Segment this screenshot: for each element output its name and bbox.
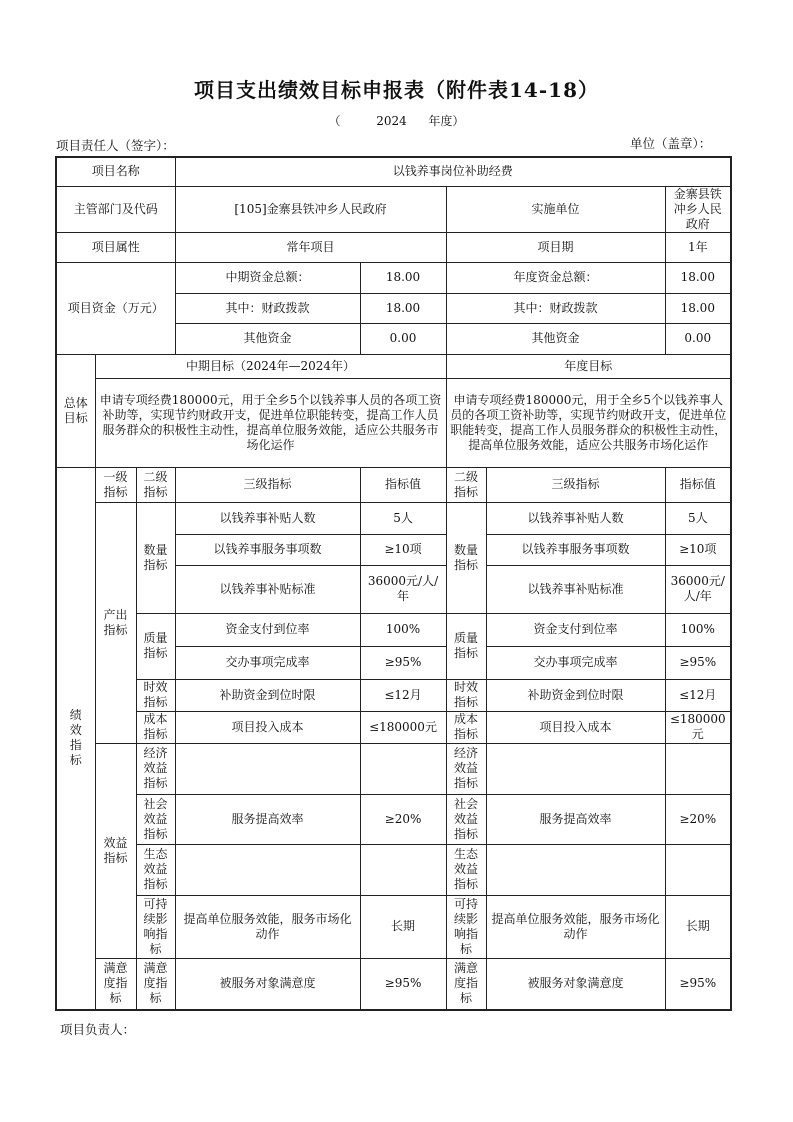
economic-value-mid xyxy=(360,743,446,794)
row2-value-year: ≥10项 xyxy=(665,534,731,565)
economic-label-year: 经济效益指标 xyxy=(446,743,486,794)
year-open: （ xyxy=(328,114,341,128)
header-level1: 一级指标 xyxy=(95,467,136,502)
row2-name-mid: 以钱养事服务事项数 xyxy=(175,534,360,565)
economic-name-mid xyxy=(175,743,360,794)
header-value-mid: 指标值 xyxy=(360,467,446,502)
year-other-value: 0.00 xyxy=(665,323,731,354)
quality-label-year: 质量指标 xyxy=(446,613,486,679)
output-indicator-label: 产出指标 xyxy=(95,502,136,743)
mid-goal-header: 中期目标（2024年—2024年） xyxy=(95,354,446,378)
footer-label: 项目负责人： xyxy=(60,1022,136,1037)
responsible-label: 项目责任人（签字）： xyxy=(56,138,175,153)
row9-value-year: 长期 xyxy=(665,895,731,958)
period-label: 项目期 xyxy=(446,232,665,262)
row2-value-mid: ≥10项 xyxy=(360,534,446,565)
row10-value-year: ≥95% xyxy=(665,958,731,1010)
ecological-value-year xyxy=(665,844,731,895)
header-level3-year: 三级指标 xyxy=(486,467,665,502)
row10-name-year: 被服务对象满意度 xyxy=(486,958,665,1010)
quantity-label-mid: 数量指标 xyxy=(136,502,175,613)
cost-label-mid: 成本指标 xyxy=(136,711,175,743)
attr-label: 项目属性 xyxy=(56,232,175,262)
unit-label: 单位（盖章）： xyxy=(630,136,712,151)
row7-value-mid: ≤180000元 xyxy=(360,711,446,743)
row8-name-year: 服务提高效率 xyxy=(486,794,665,844)
row2-name-year: 以钱养事服务事项数 xyxy=(486,534,665,565)
year-value: 2024 xyxy=(376,114,407,128)
row4-value-mid: 100% xyxy=(360,613,446,646)
economic-label-mid: 经济效益指标 xyxy=(136,743,175,794)
satisfaction-indicator-label: 满意度指标 xyxy=(95,958,136,1010)
timeliness-label-mid: 时效指标 xyxy=(136,679,175,711)
attr-value: 常年项目 xyxy=(175,232,446,262)
row5-value-year: ≥95% xyxy=(665,646,731,679)
ecological-value-mid xyxy=(360,844,446,895)
row3-value-mid: 36000元/人/年 xyxy=(360,565,446,613)
mid-fiscal-value: 18.00 xyxy=(360,293,446,323)
header-value-year: 指标值 xyxy=(665,467,731,502)
header-level2-mid: 二级指标 xyxy=(136,467,175,502)
row1-value-year: 5人 xyxy=(665,502,731,534)
mid-other-label: 其他资金 xyxy=(175,323,360,354)
performance-table xyxy=(55,156,732,1011)
dept-value: [105]金寨县铁冲乡人民政府 xyxy=(175,186,446,232)
row10-value-mid: ≥95% xyxy=(360,958,446,1010)
benefit-indicator-label: 效益指标 xyxy=(95,743,136,958)
sustainable-label-mid: 可持续影响指标 xyxy=(136,895,175,958)
row1-name-year: 以钱养事补贴人数 xyxy=(486,502,665,534)
cost-label-year: 成本指标 xyxy=(446,711,486,743)
row5-name-mid: 交办事项完成率 xyxy=(175,646,360,679)
mid-goal-text: 申请专项经费180000元，用于全乡5个以钱养事人员的各项工资补助等，实现节约财政开支，促进单位职能转变，提高工作人员服务群众的积极性主动性，提高单位服务效能，适应公共服务市场化运作 xyxy=(95,378,446,467)
ecological-label-mid: 生态效益指标 xyxy=(136,844,175,895)
economic-value-year xyxy=(665,743,731,794)
row8-value-year: ≥20% xyxy=(665,794,731,844)
economic-name-year xyxy=(486,743,665,794)
page-title: 项目支出绩效目标申报表（附件表14-18） xyxy=(194,78,599,102)
year-suffix: 年度） xyxy=(428,114,465,128)
mid-fiscal-label: 其中：财政拨款 xyxy=(175,293,360,323)
row9-name-mid: 提高单位服务效能，服务市场化动作 xyxy=(175,895,360,958)
mid-other-value: 0.00 xyxy=(360,323,446,354)
row7-name-mid: 项目投入成本 xyxy=(175,711,360,743)
year-total-value: 18.00 xyxy=(665,262,731,293)
row4-name-mid: 资金支付到位率 xyxy=(175,613,360,646)
funds-label: 项目资金（万元） xyxy=(56,262,175,354)
row10-name-mid: 被服务对象满意度 xyxy=(175,958,360,1010)
quality-label-mid: 质量指标 xyxy=(136,613,175,679)
project-name: 以钱养事岗位补助经费 xyxy=(175,157,731,186)
row6-value-mid: ≤12月 xyxy=(360,679,446,711)
row8-value-mid: ≥20% xyxy=(360,794,446,844)
row5-value-mid: ≥95% xyxy=(360,646,446,679)
year-total-label: 年度资金总额： xyxy=(446,262,665,293)
year-goal-header: 年度目标 xyxy=(446,354,731,378)
overall-goal-label: 总体目标 xyxy=(56,354,95,467)
row4-value-year: 100% xyxy=(665,613,731,646)
indicators-label: 绩效指标 xyxy=(56,467,95,1010)
row7-value-year: ≤180000元 xyxy=(665,711,731,743)
row7-name-year: 项目投入成本 xyxy=(486,711,665,743)
row9-name-year: 提高单位服务效能，服务市场化动作 xyxy=(486,895,665,958)
ecological-name-year xyxy=(486,844,665,895)
row9-value-mid: 长期 xyxy=(360,895,446,958)
row1-value-mid: 5人 xyxy=(360,502,446,534)
dept-label: 主管部门及代码 xyxy=(56,186,175,232)
row3-name-mid: 以钱养事补贴标准 xyxy=(175,565,360,613)
period-value: 1年 xyxy=(665,232,731,262)
timeliness-label-year: 时效指标 xyxy=(446,679,486,711)
header-level2-year: 二级指标 xyxy=(446,467,486,502)
year-other-label: 其他资金 xyxy=(446,323,665,354)
row4-name-year: 资金支付到位率 xyxy=(486,613,665,646)
row6-name-year: 补助资金到位时限 xyxy=(486,679,665,711)
row6-name-mid: 补助资金到位时限 xyxy=(175,679,360,711)
year-goal-text: 申请专项经费180000元，用于全乡5个以钱养事人员的各项工资补助等，实现节约财政开支，促进单位职能转变，提高工作人员服务群众的积极性主动性，提高单位服务效能，适应公共服务市场化运作 xyxy=(446,378,731,467)
row5-name-year: 交办事项完成率 xyxy=(486,646,665,679)
row3-name-year: 以钱养事补贴标准 xyxy=(486,565,665,613)
header-level3-mid: 三级指标 xyxy=(175,467,360,502)
mid-total-label: 中期资金总额： xyxy=(175,262,360,293)
ecological-label-year: 生态效益指标 xyxy=(446,844,486,895)
project-name-label: 项目名称 xyxy=(56,157,175,186)
social-label-mid: 社会效益指标 xyxy=(136,794,175,844)
impl-label: 实施单位 xyxy=(446,186,665,232)
ecological-name-mid xyxy=(175,844,360,895)
row1-name-mid: 以钱养事补贴人数 xyxy=(175,502,360,534)
row8-name-mid: 服务提高效率 xyxy=(175,794,360,844)
social-label-year: 社会效益指标 xyxy=(446,794,486,844)
year-line xyxy=(0,112,793,129)
year-fiscal-label: 其中：财政拨款 xyxy=(446,293,665,323)
row6-value-year: ≤12月 xyxy=(665,679,731,711)
mid-total-value: 18.00 xyxy=(360,262,446,293)
row3-value-year: 36000元/人/年 xyxy=(665,565,731,613)
impl-value: 金寨县铁冲乡人民政府 xyxy=(665,186,731,232)
sustainable-label-year: 可持续影响指标 xyxy=(446,895,486,958)
satisfaction-label-mid: 满意度指标 xyxy=(136,958,175,1010)
satisfaction-label-year: 满意度指标 xyxy=(446,958,486,1010)
quantity-label-year: 数量指标 xyxy=(446,502,486,613)
year-fiscal-value: 18.00 xyxy=(665,293,731,323)
